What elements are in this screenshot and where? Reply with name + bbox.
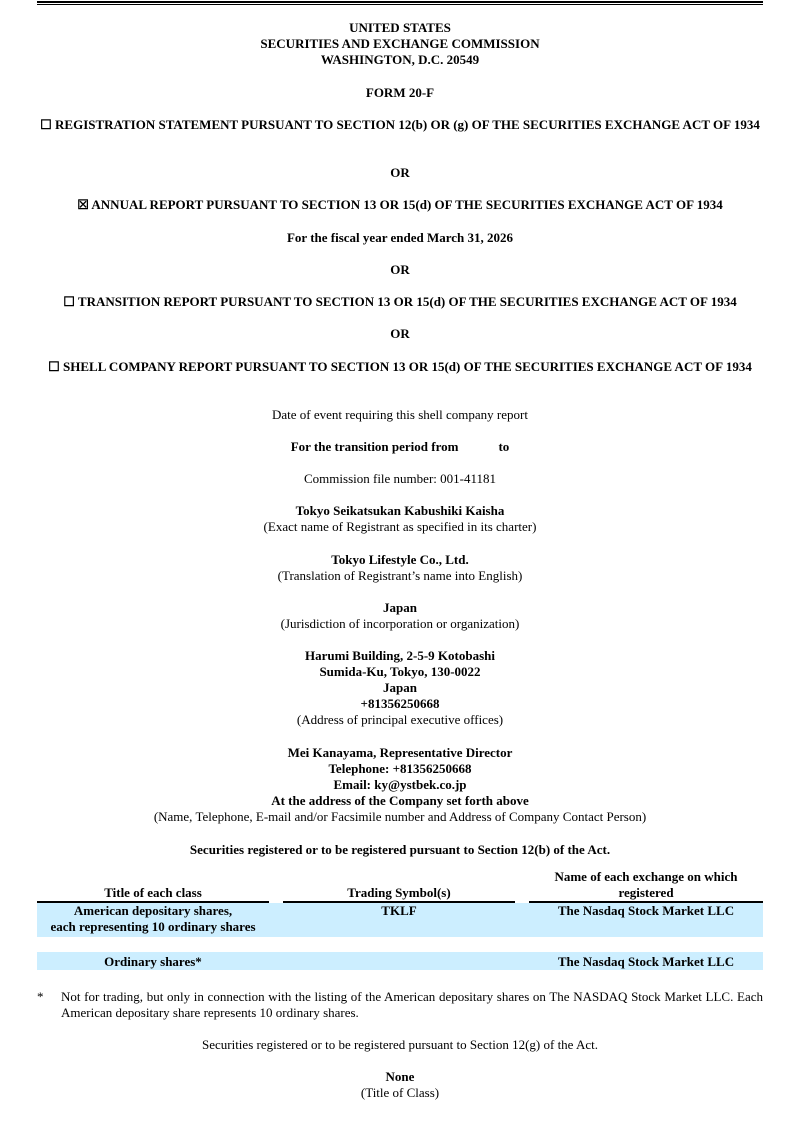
row-1-title: American depositary shares, each representing 10 ordinary shares <box>37 903 269 937</box>
transition-report-label: TRANSITION REPORT PURSUANT TO SECTION 13 OR 15(d) OF THE SECURITIES EXCHANGE ACT OF 1934 <box>77 294 737 309</box>
shell-company-checkbox[interactable]: ☐ <box>48 359 60 374</box>
transition-report-option <box>37 294 763 310</box>
form-title: FORM 20-F <box>365 85 435 100</box>
registration-label: REGISTRATION STATEMENT PURSUANT TO SECTION 12(b) OR (g) OF THE SECURITIES EXCHANGE ACT OF 1934 <box>55 117 760 132</box>
table-row <box>37 903 763 937</box>
contact-telephone: Telephone: +81356250668 <box>328 761 472 776</box>
header-line-2: SECURITIES AND EXCHANGE COMMISSION <box>260 36 540 51</box>
contact-caption: (Name, Telephone, E-mail and/or Facsimile number and Address of Company Contact Person) <box>153 809 647 824</box>
jurisdiction-block <box>37 600 763 632</box>
annual-report-label: ANNUAL REPORT PURSUANT TO SECTION 13 OR 15(d) OF THE SECURITIES EXCHANGE ACT OF 1934 <box>91 197 723 212</box>
agency-header <box>37 20 763 68</box>
table-header-row <box>37 869 763 903</box>
footnote-mark: * <box>37 989 44 1004</box>
address-block <box>37 648 763 728</box>
jurisdiction: Japan <box>383 600 417 615</box>
column-header-symbol: Trading Symbol(s) <box>283 869 515 903</box>
registrant-english-block <box>37 552 763 584</box>
registrant-english-caption: (Translation of Registrant’s name into English) <box>277 568 523 583</box>
header-line-3: WASHINGTON, D.C. 20549 <box>320 52 480 67</box>
transition-to-label: to <box>498 439 510 454</box>
footnote-text: Not for trading, but only in connection with the listing of the American depositary shares on The NASDAQ Stock Market LLC. Each American depositary share represents 10 ordinary shares. <box>61 989 763 1020</box>
row-1-exchange: The Nasdaq Stock Market LLC <box>529 903 763 937</box>
registrant-name: Tokyo Seikatsukan Kabushiki Kaisha <box>295 503 505 518</box>
section-12g-value: None <box>385 1069 415 1084</box>
shell-company-option <box>37 359 763 375</box>
transition-from-label: For the transition period from <box>290 439 459 454</box>
top-rule <box>37 1 763 5</box>
section-12g-caption: (Title of Class) <box>360 1085 440 1100</box>
address-line-1: Harumi Building, 2-5-9 Kotobashi <box>305 648 495 663</box>
row-1-symbol: TKLF <box>283 903 515 937</box>
section-12b-heading: Securities registered or to be registered pursuant to Section 12(b) of the Act. <box>189 842 611 857</box>
header-line-1: UNITED STATES <box>349 20 451 35</box>
footnote <box>37 989 763 1021</box>
registration-checkbox[interactable]: ☐ <box>40 117 52 132</box>
row-2-symbol <box>283 952 515 970</box>
or-separator-2: OR <box>390 262 410 277</box>
securities-table <box>37 869 763 970</box>
row-2-exchange: The Nasdaq Stock Market LLC <box>529 952 763 970</box>
shell-company-label: SHELL COMPANY REPORT PURSUANT TO SECTION 13 OR 15(d) OF THE SECURITIES EXCHANGE ACT OF 1934 <box>63 359 752 374</box>
shell-event-date-line: Date of event requiring this shell company report <box>272 407 528 422</box>
commission-file-number: Commission file number: 001-41181 <box>304 471 496 486</box>
fiscal-year-line: For the fiscal year ended March 31, 2026 <box>286 230 514 245</box>
annual-report-option <box>37 197 763 213</box>
column-header-title: Title of each class <box>37 869 269 903</box>
jurisdiction-caption: (Jurisdiction of incorporation or organization) <box>280 616 520 631</box>
column-header-exchange: Name of each exchange on which registered <box>529 869 763 903</box>
address-line-3: Japan <box>383 680 417 695</box>
or-separator-1: OR <box>390 165 410 180</box>
registrant-name-block <box>37 503 763 535</box>
address-caption: (Address of principal executive offices) <box>296 712 504 727</box>
transition-report-checkbox[interactable]: ☐ <box>63 294 75 309</box>
annual-report-checkbox[interactable]: ☒ <box>77 197 89 212</box>
address-line-2: Sumida-Ku, Tokyo, 130-0022 <box>319 664 481 679</box>
transition-period-line <box>37 439 763 455</box>
contact-email: Email: ky@ystbek.co.jp <box>333 777 467 792</box>
registrant-name-caption: (Exact name of Registrant as specified in its charter) <box>263 519 537 534</box>
row-2-title: Ordinary shares* <box>37 952 269 970</box>
contact-name: Mei Kanayama, Representative Director <box>287 745 513 760</box>
address-phone: +81356250668 <box>360 696 440 711</box>
registration-option <box>37 117 763 133</box>
or-separator-3: OR <box>390 326 410 341</box>
section-12g-block <box>37 1069 763 1101</box>
section-12g-heading: Securities registered or to be registered pursuant to Section 12(g) of the Act. <box>201 1037 599 1052</box>
contact-address: At the address of the Company set forth above <box>271 793 529 808</box>
table-spacer-row <box>37 937 763 952</box>
table-row <box>37 952 763 970</box>
registrant-english-name: Tokyo Lifestyle Co., Ltd. <box>331 552 469 567</box>
contact-block <box>37 745 763 825</box>
